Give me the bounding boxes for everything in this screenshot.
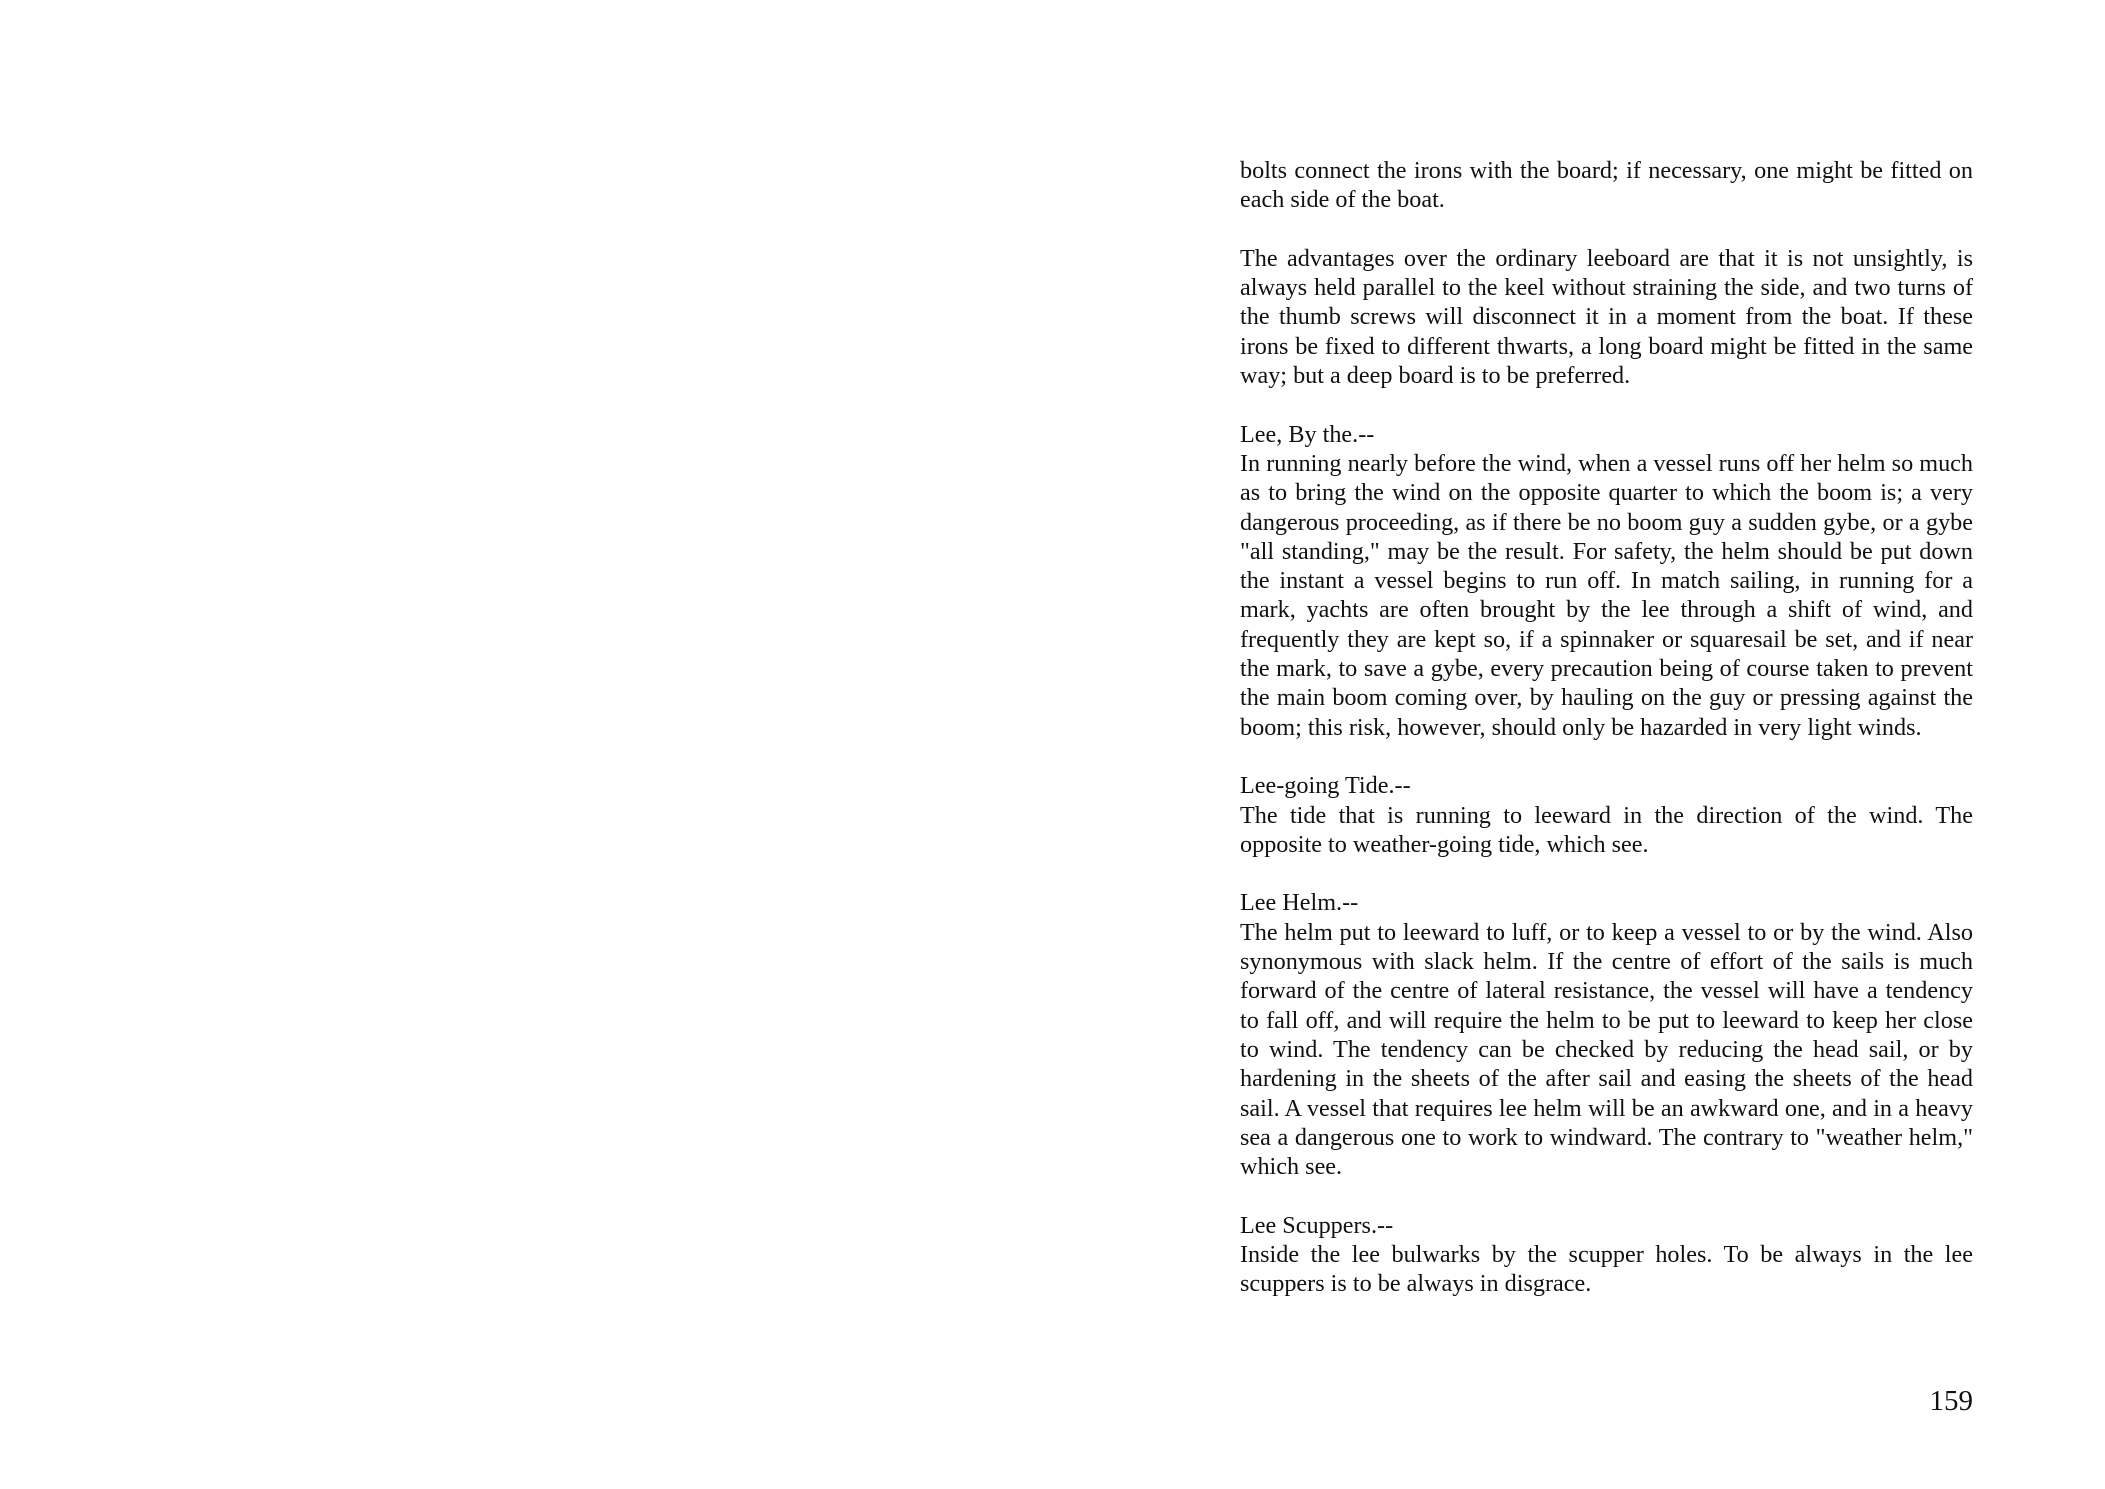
paragraph-bolts: bolts connect the irons with the board; if necessary, one might be fitted on each side of the boat.: [1240, 157, 1973, 214]
entry-lee-going-tide: [1240, 771, 1973, 859]
entry-body: Inside the lee bulwarks by the scupper holes. To be always in the lee scuppers is to be always in disgrace.: [1240, 1240, 1973, 1298]
entry-body: In running nearly before the wind, when a vessel runs off her helm so much as to bring the wind on the opposite quarter to which the boom is; a very dangerous proceeding, as if there be no boom guy a sudden gybe, or a gybe "all standing," may be the result. For safety, the helm should be put down the instant a vessel begins to run off. In match sailing, in running for a mark, yachts are often brought by the lee through a shift of wind, and frequently they are kept so, if a spinnaker or squaresail be set, and if near the mark, to save a gybe, every precaution being of course taken to prevent the main boom coming over, by hauling on the guy or pressing against the boom; this risk, however, should only be hazarded in very light winds.: [1240, 449, 1973, 741]
page-number: 159: [1929, 1385, 1973, 1417]
entry-lee-by-the: [1240, 420, 1973, 742]
entry-heading: Lee, By the.--: [1240, 420, 1375, 448]
entry-body: The tide that is running to leeward in the direction of the wind. The opposite to weather-going tide, which see.: [1240, 801, 1973, 858]
entry-lee-scuppers: [1240, 1211, 1973, 1299]
entry-heading: Lee-going Tide.--: [1240, 772, 1411, 800]
entry-heading: Lee Helm.--: [1240, 889, 1359, 917]
paragraph-advantages: The advantages over the ordinary leeboard are that it is not unsightly, is always held parallel to the keel without straining the side, and two turns of the thumb screws will disconnect it in a moment from the boat. If these irons be fixed to different thwarts, a long board might be fitted in the same way; but a deep board is to be preferred.: [1240, 244, 1973, 390]
page-text-column: [1240, 156, 1973, 1328]
entry-lee-helm: [1240, 888, 1973, 1181]
entry-body: The helm put to leeward to luff, or to keep a vessel to or by the wind. Also synonymous with slack helm. If the centre of effort of the sails is much forward of the centre of lateral resistance, the vessel will have a tendency to fall off, and will require the helm to be put to leeward to keep her close to wind. The tendency can be checked by reducing the head sail, or by hardening in the sheets of the after sail and easing the sheets of the head sail. A vessel that requires lee helm will be an awkward one, and in a heavy sea a dangerous one to work to windward. The contrary to "weather helm," which see.: [1240, 918, 1973, 1181]
entry-heading: Lee Scuppers.--: [1240, 1211, 1394, 1239]
